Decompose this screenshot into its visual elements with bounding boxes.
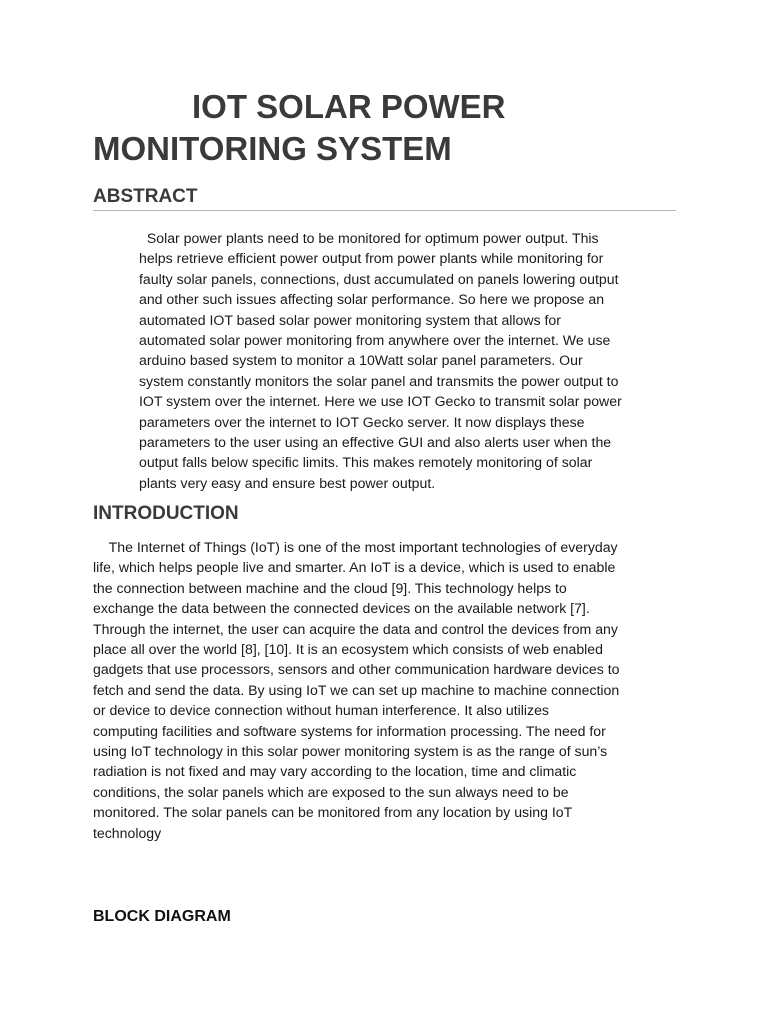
abstract-line: parameters to the user using an effective GUI and also alerts user when the	[139, 434, 612, 451]
abstract-line: parameters over the internet to IOT Gecko server. It now displays these	[139, 413, 585, 430]
abstract-line: IOT system over the internet. Here we use IOT Gecko to transmit solar power	[139, 393, 622, 410]
introduction-line: fetch and send the data. By using IoT we can set up machine to machine connection	[93, 681, 620, 698]
introduction-paragraph	[93, 537, 683, 843]
introduction-heading: INTRODUCTION	[93, 503, 239, 524]
abstract-line: automated IOT based solar power monitoring system that allows for	[139, 311, 561, 328]
abstract-paragraph	[139, 228, 679, 493]
introduction-line: or device to device connection without human interference. It also utilizes	[93, 702, 549, 719]
introduction-line: using IoT technology in this solar power monitoring system is as the range of sun’s	[93, 743, 608, 760]
title-line-1: IOT SOLAR POWER	[192, 88, 506, 125]
abstract-line: output falls below specific limits. This makes remotely monitoring of solar	[139, 454, 593, 471]
introduction-line: computing facilities and software systems for information processing. The need for	[93, 722, 606, 739]
introduction-line: The Internet of Things (IoT) is one of the most important technologies of everyday	[93, 539, 618, 555]
introduction-line: place all over the world [8], [10]. It is an ecosystem which consists of web enabled	[93, 641, 603, 658]
abstract-heading: ABSTRACT	[93, 186, 198, 207]
introduction-line: gadgets that use processors, sensors and other communication hardware devices to	[93, 661, 620, 678]
abstract-line: Solar power plants need to be monitored for optimum power output. This	[139, 230, 599, 246]
introduction-line: the connection between machine and the cloud [9]. This technology helps to	[93, 579, 567, 596]
abstract-line: automated solar power monitoring from anywhere over the internet. We use	[139, 332, 611, 349]
abstract-line: arduino based system to monitor a 10Watt solar panel parameters. Our	[139, 352, 583, 369]
introduction-line: technology	[93, 824, 162, 841]
introduction-line: conditions, the solar panels which are exposed to the sun always need to be	[93, 783, 569, 800]
abstract-line: system constantly monitors the solar panel and transmits the power output to	[139, 372, 619, 389]
title-line-2: MONITORING SYSTEM	[93, 130, 452, 167]
introduction-line: life, which helps people live and smarter. An IoT is a device, which is used to enable	[93, 559, 616, 576]
introduction-line: monitored. The solar panels can be monitored from any location by using IoT	[93, 804, 573, 821]
introduction-line: radiation is not fixed and may vary according to the location, time and climatic	[93, 763, 577, 780]
abstract-line: and other such issues affecting solar performance. So here we propose an	[139, 291, 605, 308]
abstract-line: faulty solar panels, connections, dust accumulated on panels lowering output	[139, 270, 619, 287]
introduction-line: Through the internet, the user can acquire the data and control the devices from any	[93, 620, 618, 637]
abstract-line: helps retrieve efficient power output from power plants while monitoring for	[139, 250, 604, 267]
block-diagram-heading: BLOCK DIAGRAM	[93, 908, 231, 925]
page-title	[93, 86, 693, 170]
abstract-line: plants very easy and ensure best power output.	[139, 474, 436, 491]
heading-divider	[93, 210, 676, 211]
introduction-line: exchange the data between the connected devices on the available network [7].	[93, 600, 590, 617]
